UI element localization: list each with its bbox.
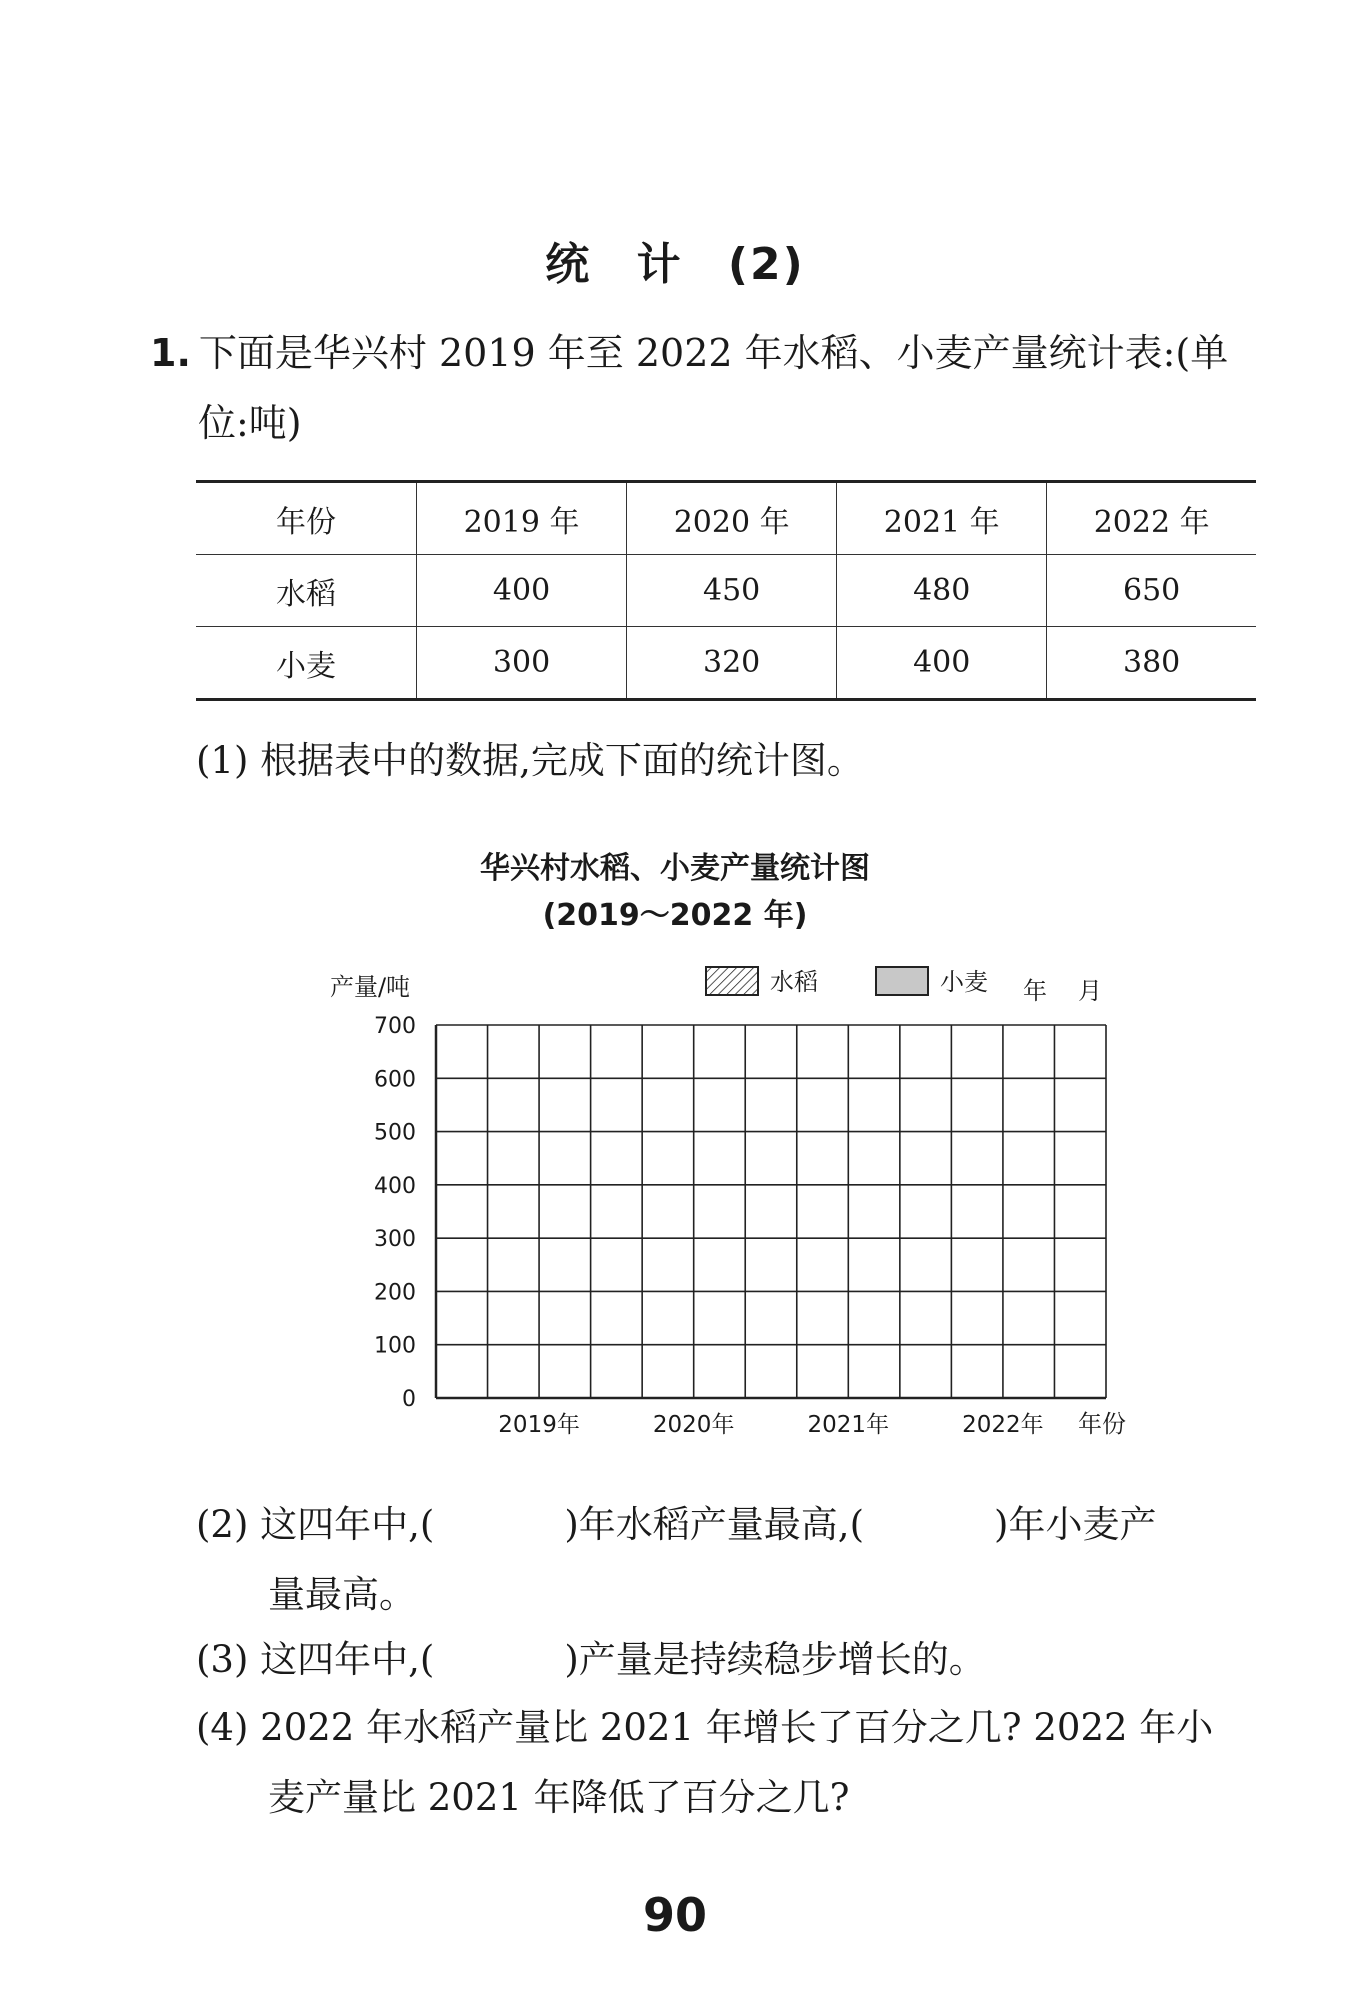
y-axis-label: 产量/吨	[329, 973, 411, 1001]
y-tick-label: 300	[374, 1227, 416, 1253]
x-axis-ticks	[498, 1412, 1043, 1438]
y-tick-label: 200	[374, 1280, 416, 1306]
sub2-part1: (2) 这四年中,(	[196, 1503, 435, 1546]
table-row	[196, 555, 1256, 627]
table-cell: 450	[627, 555, 837, 627]
table-cell: 380	[1047, 627, 1256, 700]
table-cell: 480	[837, 555, 1047, 627]
table-header-cell: 2021 年	[837, 482, 1047, 555]
y-tick-label: 100	[374, 1333, 416, 1359]
table-cell: 400	[837, 627, 1047, 700]
y-tick-label: 700	[374, 1014, 416, 1039]
legend-swatch-rice	[706, 967, 758, 995]
sub-question-2	[196, 1490, 1266, 1630]
table-header-cell: 年份	[196, 482, 417, 555]
table-header-cell: 2022 年	[1047, 482, 1256, 555]
table-cell: 300	[417, 627, 627, 700]
sub-question-1: (1) 根据表中的数据,完成下面的统计图。	[196, 739, 864, 782]
question-number: 1.	[150, 331, 191, 375]
question-text-line1: 下面是华兴村 2019 年至 2022 年水稻、小麦产量统计表:(单	[198, 331, 1229, 375]
sub2-part3: )年小麦产	[994, 1503, 1157, 1546]
sub-question-4	[196, 1693, 1266, 1833]
question-text-line2: 位:吨)	[198, 401, 302, 445]
table-header-cell: 2019 年	[417, 482, 627, 555]
sub-question-3	[196, 1625, 1266, 1695]
bar-chart	[0, 940, 1350, 1440]
table-cell: 650	[1047, 555, 1256, 627]
x-tick-label: 2020年	[652, 1412, 735, 1438]
page-title: 统 计 (2)	[545, 239, 805, 290]
sub2-part2: )年水稻产量最高,(	[564, 1503, 865, 1546]
table-cell: 320	[627, 627, 837, 700]
date-label-month: 月	[1078, 977, 1102, 1005]
chart-grid	[436, 1025, 1106, 1398]
table-header-cell: 2020 年	[627, 482, 837, 555]
table-cell: 水稻	[196, 555, 417, 627]
y-tick-label: 0	[402, 1387, 416, 1412]
table-cell: 400	[417, 555, 627, 627]
legend-label-rice: 水稻	[770, 968, 818, 996]
sub4-line2: 麦产量比 2021 年降低了百分之几?	[268, 1776, 850, 1819]
y-tick-label: 400	[374, 1173, 416, 1199]
date-label-year: 年	[1023, 977, 1047, 1005]
x-axis-label: 年份	[1078, 1410, 1126, 1438]
legend-label-wheat: 小麦	[940, 968, 988, 996]
table-row	[196, 627, 1256, 700]
x-tick-label: 2021年	[807, 1412, 890, 1438]
x-tick-label: 2019年	[498, 1412, 580, 1438]
sub3-part2: )产量是持续稳步增长的。	[564, 1638, 986, 1681]
x-tick-label: 2022年	[962, 1412, 1044, 1438]
sub3-part1: (3) 这四年中,(	[196, 1638, 435, 1681]
production-table	[196, 480, 1256, 701]
sub2-line2: 量最高。	[268, 1573, 416, 1616]
y-tick-label: 600	[374, 1067, 416, 1093]
chart-subtitle: (2019～2022 年)	[542, 898, 808, 933]
table-header-row	[196, 482, 1256, 555]
y-tick-label: 500	[374, 1120, 416, 1146]
chart-legend	[706, 967, 988, 996]
chart-title: 华兴村水稻、小麦产量统计图	[480, 851, 870, 886]
legend-swatch-wheat	[876, 967, 928, 995]
question-1	[150, 318, 1260, 458]
table-cell: 小麦	[196, 627, 417, 700]
page-number: 90	[642, 1888, 707, 1942]
sub4-line1: (4) 2022 年水稻产量比 2021 年增长了百分之几? 2022 年小	[196, 1706, 1214, 1749]
y-axis-ticks	[374, 1014, 416, 1412]
